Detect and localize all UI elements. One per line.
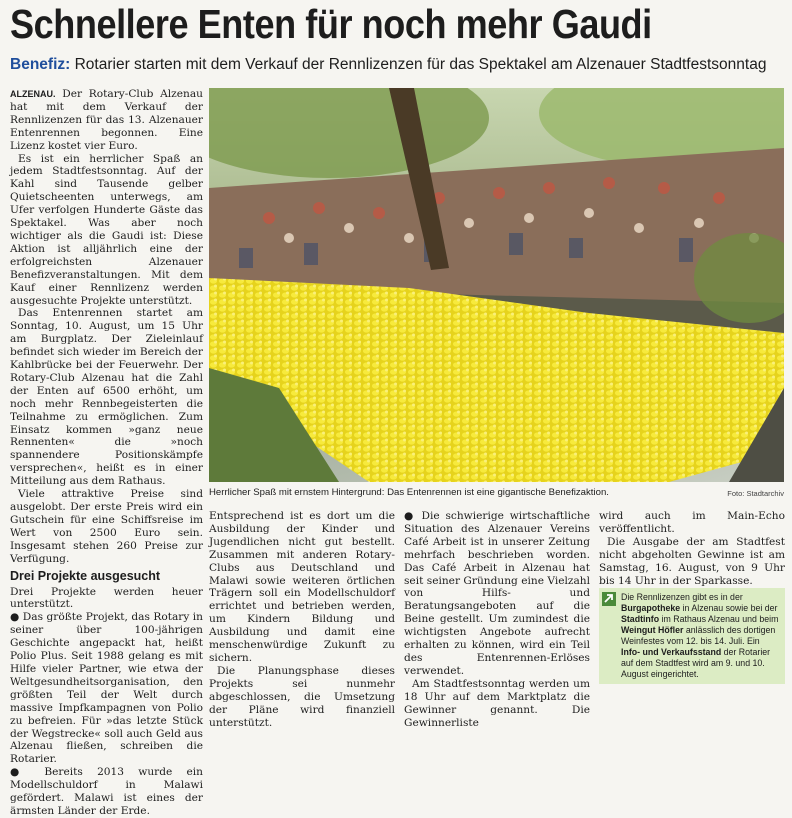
caption-text: Herrlicher Spaß mit ernstem Hintergrund: Das Entenrennen ist eine gigantische Benefizaktion. <box>209 487 609 498</box>
photo-illustration <box>209 88 784 482</box>
infobox-text-2: in Alzenau sowie bei der <box>680 603 778 613</box>
headline: Schnellere Enten für noch mehr Gaudi <box>10 1 652 47</box>
subline-kicker: Benefiz: <box>10 56 71 73</box>
article-column-1 <box>10 88 203 818</box>
col4-paragraph-2: Die Ausgabe der am Stadtfest nicht abgeholten Gewinne ist am Samstag, 16. August, von 9 Uhr bis 14 Uhr in der Sparkasse. <box>599 535 785 587</box>
dateline: ALZENAU. <box>10 89 56 99</box>
info-arrow-icon <box>602 592 616 606</box>
col1-p1-text: Der Rotary-Club Alzenau hat mit dem Verkauf der Rennlizenzen für das 13. Alzenauer Entenrennen begonnen. Eine Lizenz kostet vier Euro. <box>10 88 203 152</box>
info-box <box>599 588 785 684</box>
photo-caption <box>209 487 784 499</box>
subline <box>10 55 785 74</box>
col1-paragraph-6: ● Das größte Projekt, das Rotary in seiner über 100-jährigen Geschichte angepackt hat, heißt Polio Plus. Seit 1988 gelang es mit Hilfe vieler Partner, wie etwa der Weltgesundheitsorganisation, den größten Teil der Welt durch massive Impfkampagnen von Polio zu befreien. Für »das letzte Stück der Wegstrecke« soll auch Geld aus Alzenau fließen, schreiben die Rotarier. <box>10 611 203 766</box>
col1-paragraph-4: Viele attraktive Preise sind ausgelobt. Der erste Preis wird ein Gutschein für eine Schiffsreise im Wert von 2500 Euro sein. Insgesamt stehen 260 Preise zur Verfügung. <box>10 488 203 565</box>
section-heading: Drei Projekte ausgesucht <box>10 568 161 583</box>
col1-paragraph-1 <box>10 88 203 153</box>
col2-paragraph-1: Entsprechend ist es dort um die Ausbildung der Kinder und Jugendlichen nicht gut bestellt. Zusammen mit anderen Rotary-Clubs aus Deutschland und Malawi sowie weiteren örtlichen Trägern soll ein Modellschuldorf errichtet und betrieben werden, um Kindern Bildung und Ausbildung und damit eine menschenwürdige Zukunft zu sichern. <box>209 510 395 664</box>
infobox-text-5: der Rotarier auf dem Stadtfest wird am 9. und 10. August eingerichtet. <box>621 647 771 679</box>
infobox-bold-1: Burgapotheke <box>621 603 681 613</box>
infobox-bold-4: Info- und Verkaufsstand <box>621 647 722 657</box>
infobox-text-3: im Rathaus Alzenau und beim <box>659 614 779 624</box>
infobox-bold-2: Stadtinfo <box>621 614 660 624</box>
article-column-2 <box>209 510 395 729</box>
photo-credit: Foto: Stadtarchiv <box>727 489 784 498</box>
col4-paragraph-1: wird auch im Main-Echo veröffentlicht. <box>599 510 785 535</box>
col2-paragraph-2: Die Planungsphase dieses Projekts sei nunmehr abgeschlossen, die Umsetzung der Pläne wird finanziell unterstützt. <box>209 664 395 729</box>
article-column-4 <box>599 510 785 600</box>
infobox-text-1: Die Rennlizenzen gibt es in der <box>621 592 743 602</box>
duck-race-photo <box>209 88 784 482</box>
infobox-text-4: anlässlich des dortigen Weinfestes vom 12. bis 14. Juli. Ein <box>621 625 776 646</box>
subline-text: Rotarier starten mit dem Verkauf der Rennlizenzen für das Spektakel am Alzenauer Stadtfestsonntag <box>70 56 767 73</box>
col1-paragraph-3: Das Entenrennen startet am Sonntag, 10. August, um 15 Uhr am Burgplatz. Der Zieleinlauf befindet sich wieder im Bereich der Kahlbrücke bei der Feuerwehr. Der Rotary-Club Alzenau hat die Zahl der Enten auf 6500 erhöht, um noch mehr Rennbegeisterten die Teilnahme zu ermöglichen. Zum Einsatz kommen »ganz neue Rennenten« die »noch spannendere Positionskämpfe versprechen«, heißt es in einer Mitteilung aus dem Rathaus. <box>10 307 203 488</box>
col3-paragraph-2: Am Stadtfestsonntag werden um 18 Uhr auf dem Marktplatz die Gewinner genannt. Die Gewinnerliste <box>404 677 590 729</box>
infobox-bold-3: Weingut Höfler <box>621 625 684 635</box>
article-column-3 <box>404 510 590 729</box>
col1-paragraph-7: ● Bereits 2013 wurde ein Modellschuldorf in Malawi gefördert. Malawi ist eines der ärmsten Länder der Erde. <box>10 766 203 817</box>
col1-paragraph-2: Es ist ein herrlicher Spaß an jedem Stadtfestsonntag. Auf der Kahl sind Tausende gelber Quietscheenten unterwegs, am Ufer verfolgen Hunderte Gäste das Spektakel. Was aber noch wichtiger als die Gaudi ist: Diese Aktion ist alljährlich eine der erfolgreichsten Alzenauer Benefizveranstaltungen. Mit dem Kauf einer Rennlizenz werden ausgesuchte Projekte unterstützt. <box>10 152 203 307</box>
col1-paragraph-5: Drei Projekte werden heuer unterstützt. <box>10 585 203 611</box>
col3-paragraph-1: ● Die schwierige wirtschaftliche Situation des Alzenauer Vereins Café Arbeit ist in unserer Zeitung mehrfach beschrieben worden. Das Café Arbeit in Alzenau hat seit seiner Gründung eine Vielzahl von Hilfs- und Beratungsangeboten auf die Beine gestellt. Um zumindest die wichtigsten Angebote aufrecht erhalten zu können, wird ein Teil des Entenrennen-Erlöses verwendet. <box>404 510 590 677</box>
